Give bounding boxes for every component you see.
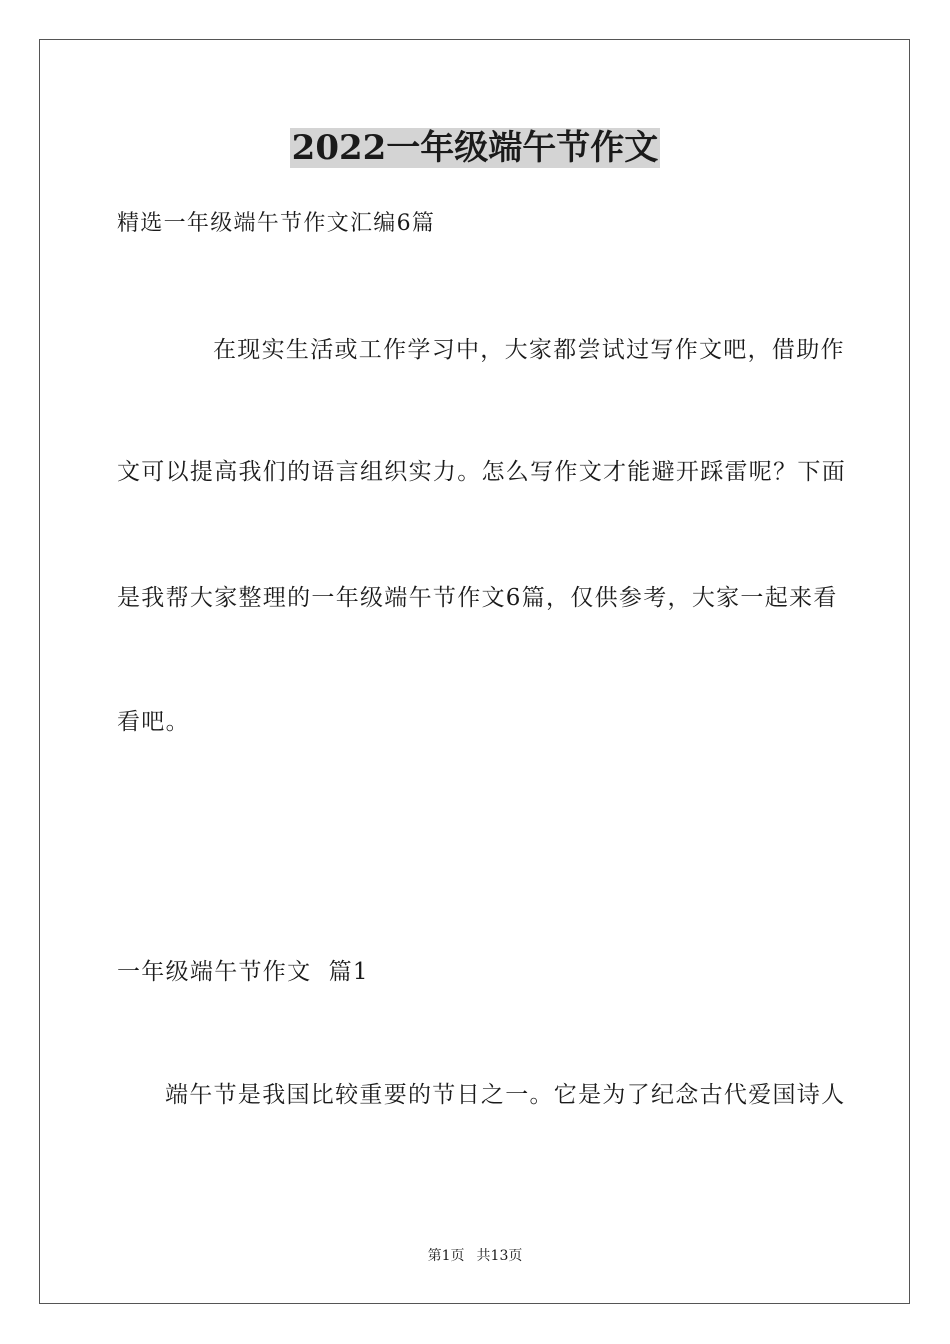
- page-number: 第1页: [427, 1248, 465, 1264]
- document-title: 2022一年级端午节作文: [291, 128, 659, 168]
- section-paragraph-line-1: 端午节是我国比较重要的节日之一。它是为了纪念古代爱国诗人: [165, 1082, 846, 1108]
- section-heading: 一年级端午节作文 篇1: [117, 959, 369, 985]
- intro-line-2: 文可以提高我们的语言组织实力。怎么写作文才能避开踩雷呢？下面: [117, 459, 846, 485]
- page-total: 共13页: [476, 1248, 523, 1264]
- document-subtitle: 精选一年级端午节作文汇编6篇: [117, 211, 436, 236]
- page-footer: [0, 1247, 950, 1265]
- intro-line-3: 是我帮大家整理的一年级端午节作文6篇，仅供参考，大家一起来看: [117, 585, 838, 611]
- intro-line-4: 看吧。: [117, 709, 190, 735]
- intro-line-1: 在现实生活或工作学习中，大家都尝试过写作文吧，借助作: [213, 337, 845, 363]
- title-container: [0, 128, 950, 168]
